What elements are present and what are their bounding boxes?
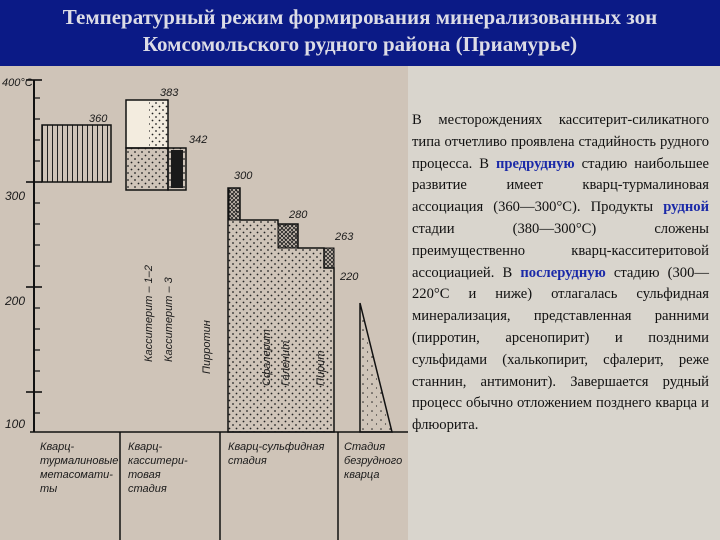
stage-barren-quartz: Стадия безрудного кварца — [344, 441, 403, 481]
title-line-2: Комсомольского рудного района (Приамурье) — [142, 32, 578, 56]
cassiterite-lower-block — [126, 148, 168, 190]
text-part-3: стадии (380—300°С) сложены преимущественно кварц-касситеритовой ассоциацией. В — [412, 220, 709, 281]
stage-quartz-tourmaline: Кварц- турмалиновые метасомати- ты — [40, 441, 119, 495]
value-label-300: 300 — [234, 170, 253, 182]
value-label-220: 220 — [340, 271, 359, 283]
sphalerite-marker — [278, 224, 298, 248]
text-part-2: стадию наибольшее развитие имеет кварц-турмалиновая ассоциация (360—300°С). Продукты — [412, 155, 709, 216]
y-tick-300: 300 — [5, 189, 26, 203]
mineral-cassiterite-3: Касситерит – 3 — [163, 277, 175, 362]
slide-title — [0, 4, 720, 58]
text-part-1: В месторождениях касситерит-силикатного типа отчетливо проявлена стадийность рудного процесса. В — [412, 112, 709, 172]
mineral-galena: Галенит — [280, 340, 292, 386]
cassiterite-dark-bar — [171, 150, 183, 188]
stage-quartz-cassiterite: Кварц- касситери- товая стадия — [128, 441, 188, 495]
title-line-1: Температурный режим формирования минерализованных зон — [62, 5, 658, 29]
pyrrhotite-marker — [229, 188, 240, 220]
stage-quartz-sulphide: Кварц-сульфидная стадия — [228, 441, 325, 467]
mineral-sphalerite: Сфалерит — [261, 329, 273, 386]
y-axis-top-label: 400°С — [2, 77, 33, 89]
value-label-280: 280 — [289, 209, 308, 221]
cassiterite-upper-dots — [149, 100, 168, 148]
description-text — [412, 110, 709, 437]
y-tick-100: 100 — [5, 417, 26, 431]
temperature-diagram — [0, 66, 408, 540]
mineral-pyrrhotite: Пирротин — [201, 320, 213, 374]
value-label-383: 383 — [160, 87, 179, 99]
value-label-342: 342 — [189, 134, 208, 146]
galena-marker — [324, 248, 334, 268]
value-label-360: 360 — [89, 113, 108, 125]
quartz-tourmaline-block — [42, 125, 111, 182]
highlight-pre-ore: предрудную — [495, 155, 575, 172]
diagram-svg — [0, 66, 408, 540]
y-tick-200: 200 — [5, 294, 26, 308]
barren-quartz-block — [360, 303, 392, 432]
text-part-4: стадию (300—220°С и ниже) отлагалась сульфидная минерализация, представленная ранними (пирротин, арсенопирит) и поздними сульфидами (халькопирит, сфалерит, реже станнин, антимонит). Завершается рудный процесс обычно отложением позднего кварца и флюорита. — [412, 264, 709, 434]
highlight-post-ore: послерудную — [520, 264, 606, 281]
highlight-ore: рудной — [663, 199, 709, 216]
value-label-263: 263 — [335, 231, 354, 243]
mineral-pyrite: Пирит — [315, 350, 327, 386]
mineral-cassiterite-1-2: Касситерит – 1–2 — [143, 265, 155, 362]
